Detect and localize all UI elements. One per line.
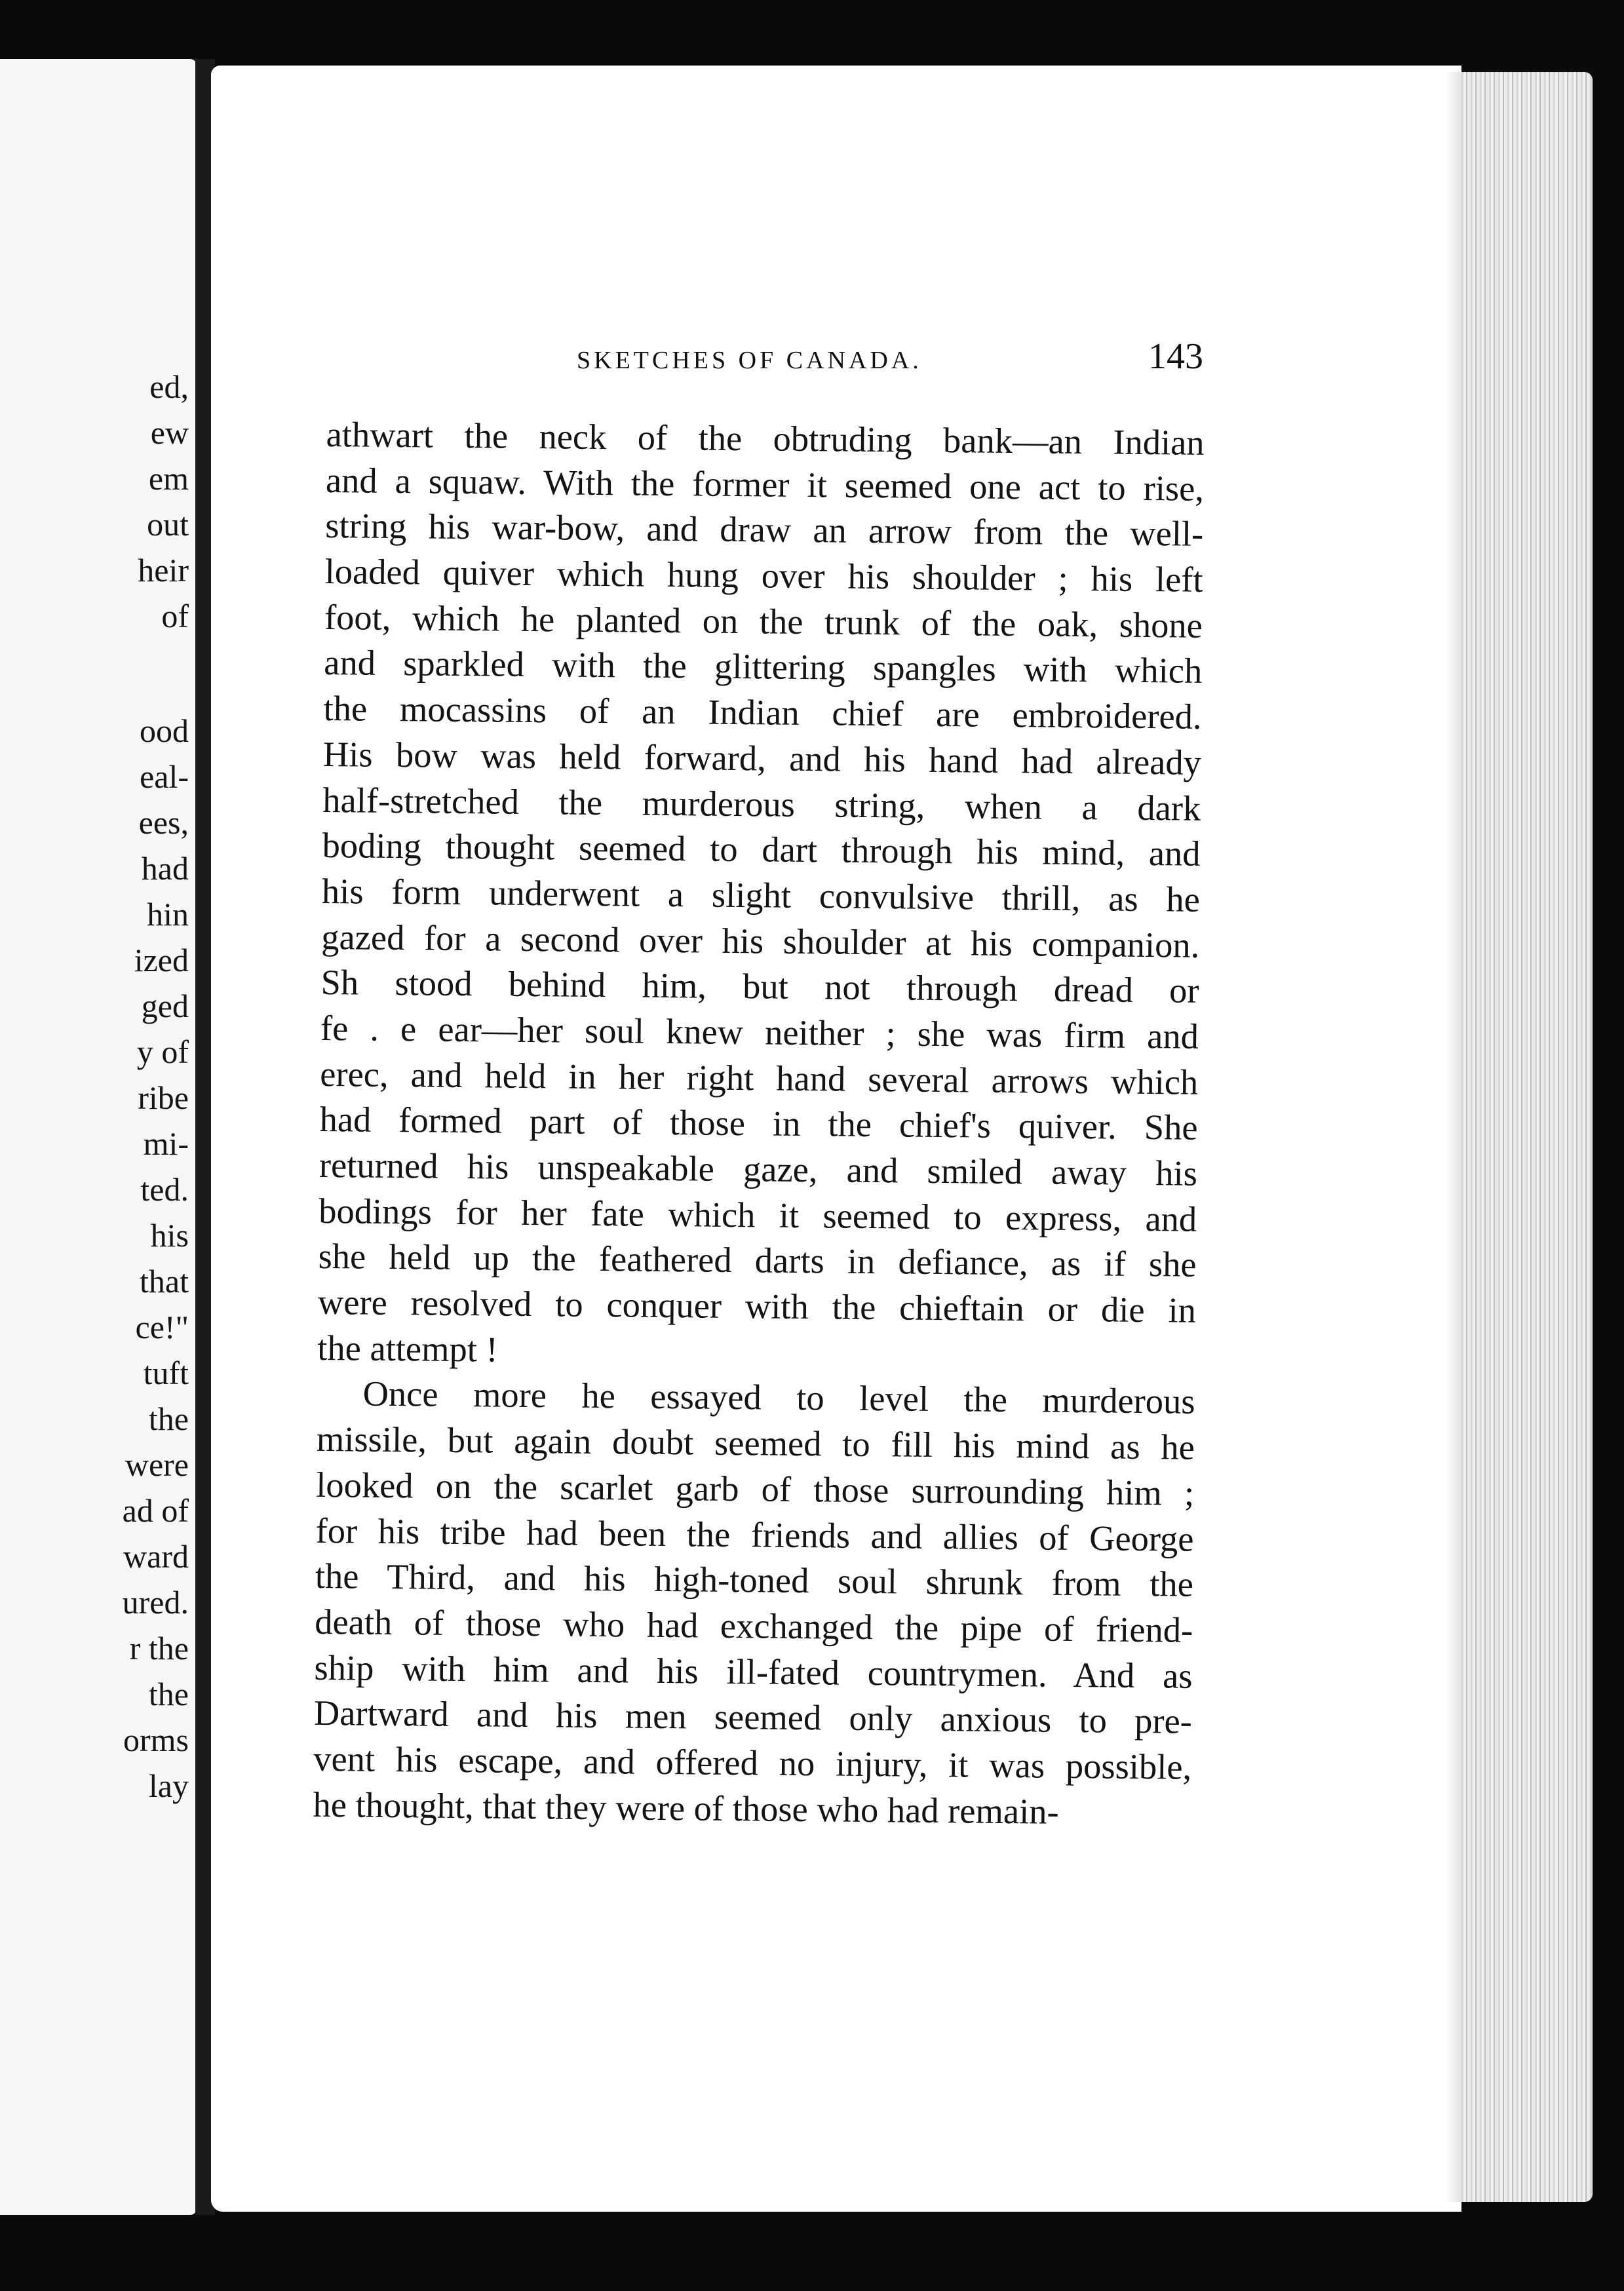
left-page-line: ees, (138, 804, 189, 841)
left-page-line: that (140, 1263, 189, 1300)
text-line: loaded quiver which hung over his shoulder ; his left (324, 551, 1203, 600)
text-line: ship with him and his ill-fated countrymen. And as (314, 1647, 1193, 1696)
text-line: and sparkled with the glittering spangles with which (324, 642, 1203, 691)
text-line: Dartward and his men seemed only anxious to pre- (313, 1693, 1193, 1742)
body-text (313, 412, 1205, 1836)
text-line: death of those who had exchanged the pipe of friend- (314, 1601, 1193, 1650)
left-page-line: mi- (143, 1125, 189, 1162)
text-line: looked on the scarlet garb of those surrounding him ; (315, 1464, 1195, 1513)
text-line: gazed for a second over his shoulder at his companion. (321, 916, 1200, 965)
facing-page-left (0, 59, 197, 2215)
left-page-line: r the (129, 1630, 189, 1666)
left-page-line: were (125, 1446, 189, 1483)
left-page-line: lay (148, 1767, 189, 1804)
text-line: His bow was held forward, and his hand had already (322, 733, 1202, 782)
text-line: were resolved to conquer with the chieftain or die in (317, 1282, 1197, 1330)
running-head: SKETCHES OF CANADA. (577, 347, 922, 374)
text-line: fe . e ear—her soul knew neither ; she was firm and (320, 1007, 1199, 1056)
left-page-line: ted. (140, 1171, 189, 1208)
page-block-edges (1461, 72, 1593, 2202)
text-line: the attempt ! (317, 1327, 499, 1370)
left-page-line: eal- (140, 758, 189, 795)
text-line: missile, but again doubt seemed to fill his mind as he (316, 1419, 1195, 1467)
text-line: half-stretched the murderous string, when a dark (322, 779, 1201, 828)
left-page-line: out (147, 506, 189, 543)
text-line: he thought, that they were of those who had remain- (313, 1784, 1059, 1832)
left-page-line: hin (147, 896, 189, 933)
left-page-line: ged (141, 988, 189, 1024)
left-page-line: ad of (122, 1492, 189, 1529)
text-line: she held up the feathered darts in defiance, as if she (318, 1236, 1197, 1285)
left-page-line: ward (123, 1538, 189, 1575)
text-line: foot, which he planted on the trunk of the oak, shone (324, 596, 1203, 645)
text-line: the Third, and his high-toned soul shrunk from the (315, 1556, 1194, 1604)
text-line: the mocassins of an Indian chief are embroidered. (323, 688, 1202, 737)
text-line: for his tribe had been the friends and allies of George (315, 1510, 1194, 1559)
text-line: boding thought seemed to dart through his mind, and (322, 825, 1201, 874)
left-page-line: of (161, 598, 189, 634)
paragraph (317, 412, 1205, 1379)
text-line: returned his unspeakable gaze, and smiled away his (319, 1144, 1198, 1193)
left-page-line: y of (136, 1033, 189, 1070)
text-line: string his war-bow, and draw an arrow from the well- (325, 505, 1204, 554)
left-page-line: heir (138, 552, 189, 588)
left-page-line: ized (134, 942, 189, 978)
left-page-line: ribe (138, 1079, 189, 1116)
text-line: athwart the neck of the obtruding bank—an Indian (326, 414, 1205, 463)
left-page-line: ood (140, 712, 189, 749)
page-number: 143 (1148, 336, 1203, 377)
text-line: and a squaw. With the former it seemed one act to rise, (325, 459, 1205, 509)
left-page-line: orms (123, 1722, 189, 1758)
text-line: bodings for her fate which it seemed to express, and (319, 1190, 1197, 1239)
text-line: erec, and held in her right hand several arrows which (320, 1053, 1199, 1102)
left-page-line: the (148, 1400, 189, 1437)
left-page-line: em (148, 460, 189, 497)
left-page-line: ew (150, 414, 189, 451)
text-line: Once more he essayed to level the murderous (362, 1374, 1195, 1422)
left-page-line: the (148, 1676, 189, 1712)
left-page-line: ured. (122, 1584, 189, 1621)
text-line: vent his escape, and offered no injury, it was possible, (313, 1738, 1192, 1787)
left-page-line: ce!" (135, 1309, 189, 1345)
text-line: Sh stood behind him, but not through dread or (320, 962, 1199, 1011)
left-page-line: ed, (149, 368, 189, 405)
left-page-line: his (150, 1217, 189, 1254)
left-page-line: tuft (143, 1355, 189, 1391)
text-line: had formed part of those in the chief's quiver. She (319, 1099, 1198, 1148)
left-page-line: had (141, 850, 189, 887)
text-line: his form underwent a slight convulsive thrill, as he (321, 870, 1201, 919)
paragraph (313, 1370, 1195, 1836)
